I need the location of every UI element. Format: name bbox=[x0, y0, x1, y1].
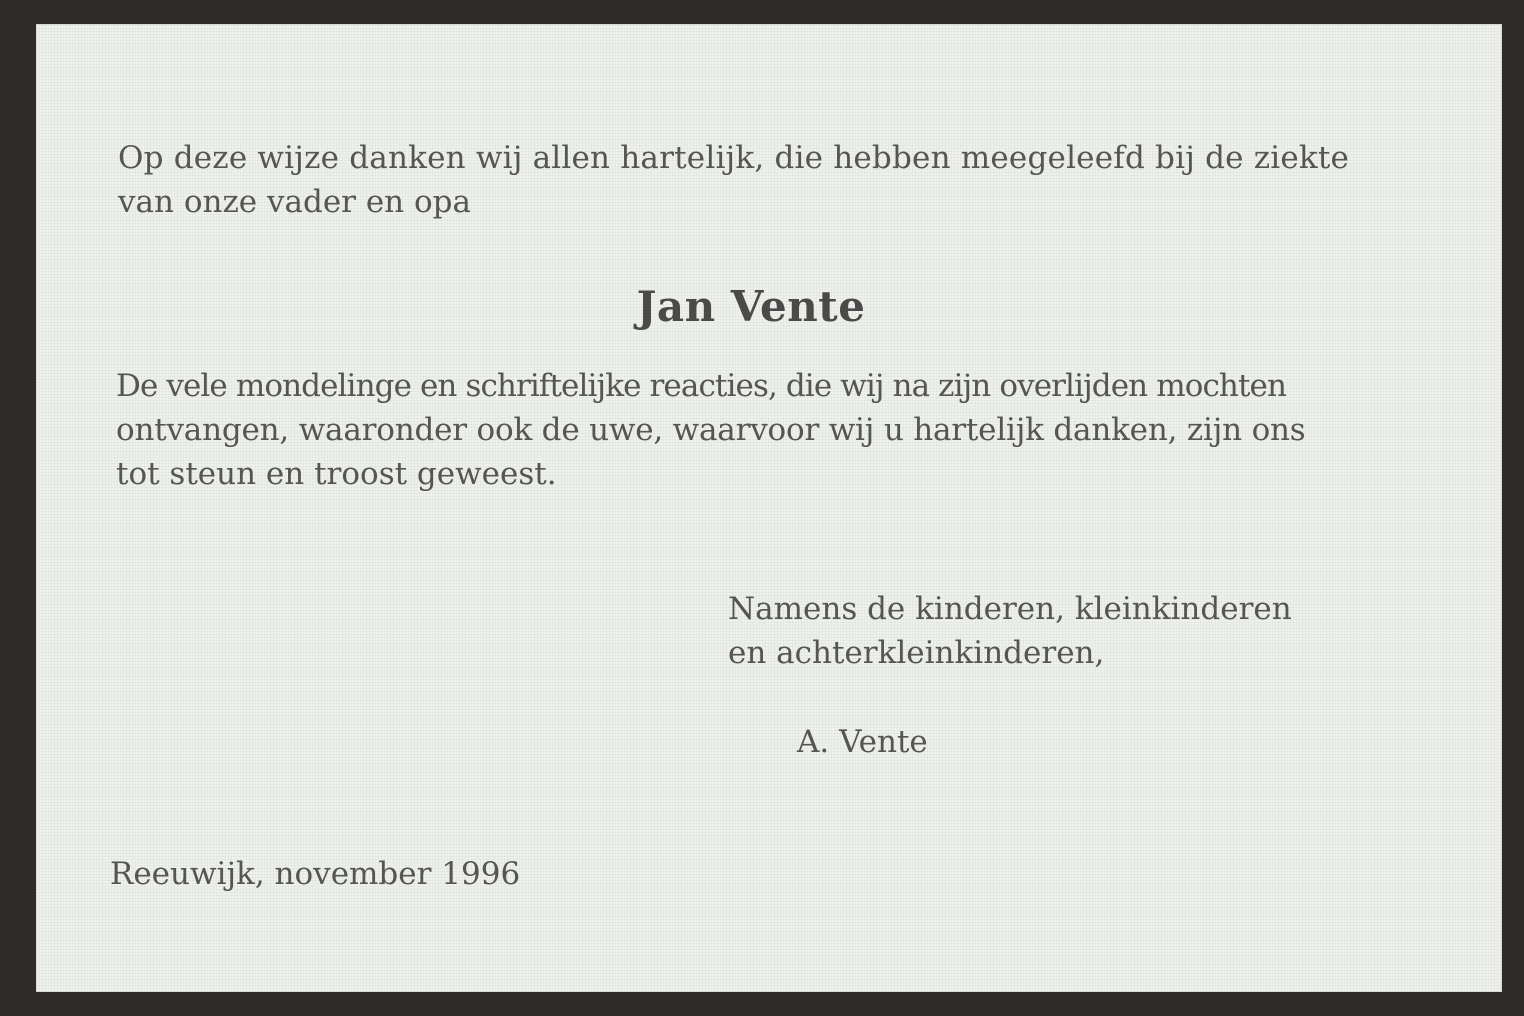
intro-line: Op deze wijze danken wij allen hartelijk, die hebben meegeleefd bij de ziekte bbox=[118, 140, 1350, 176]
intro-line: van onze vader en opa bbox=[118, 184, 471, 220]
body-line: ontvangen, waaronder ook de uwe, waarvoor wij u hartelijk danken, zijn ons bbox=[116, 412, 1306, 448]
body-paragraph bbox=[116, 364, 1416, 496]
deceased-name: Jan Vente bbox=[636, 282, 866, 331]
thank-you-card bbox=[36, 24, 1502, 992]
closing-line: en achterkleinkinderen, bbox=[728, 635, 1105, 671]
body-line: De vele mondelinge en schriftelijke reacties, die wij na zijn overlijden mochten bbox=[116, 368, 1287, 404]
closing-line: Namens de kinderen, kleinkinderen bbox=[728, 591, 1292, 627]
body-line: tot steun en troost geweest. bbox=[116, 456, 557, 492]
closing-block bbox=[728, 587, 1292, 675]
signature: A. Vente bbox=[797, 724, 928, 760]
place-date: Reeuwijk, november 1996 bbox=[110, 856, 521, 892]
intro-paragraph bbox=[118, 136, 1418, 224]
